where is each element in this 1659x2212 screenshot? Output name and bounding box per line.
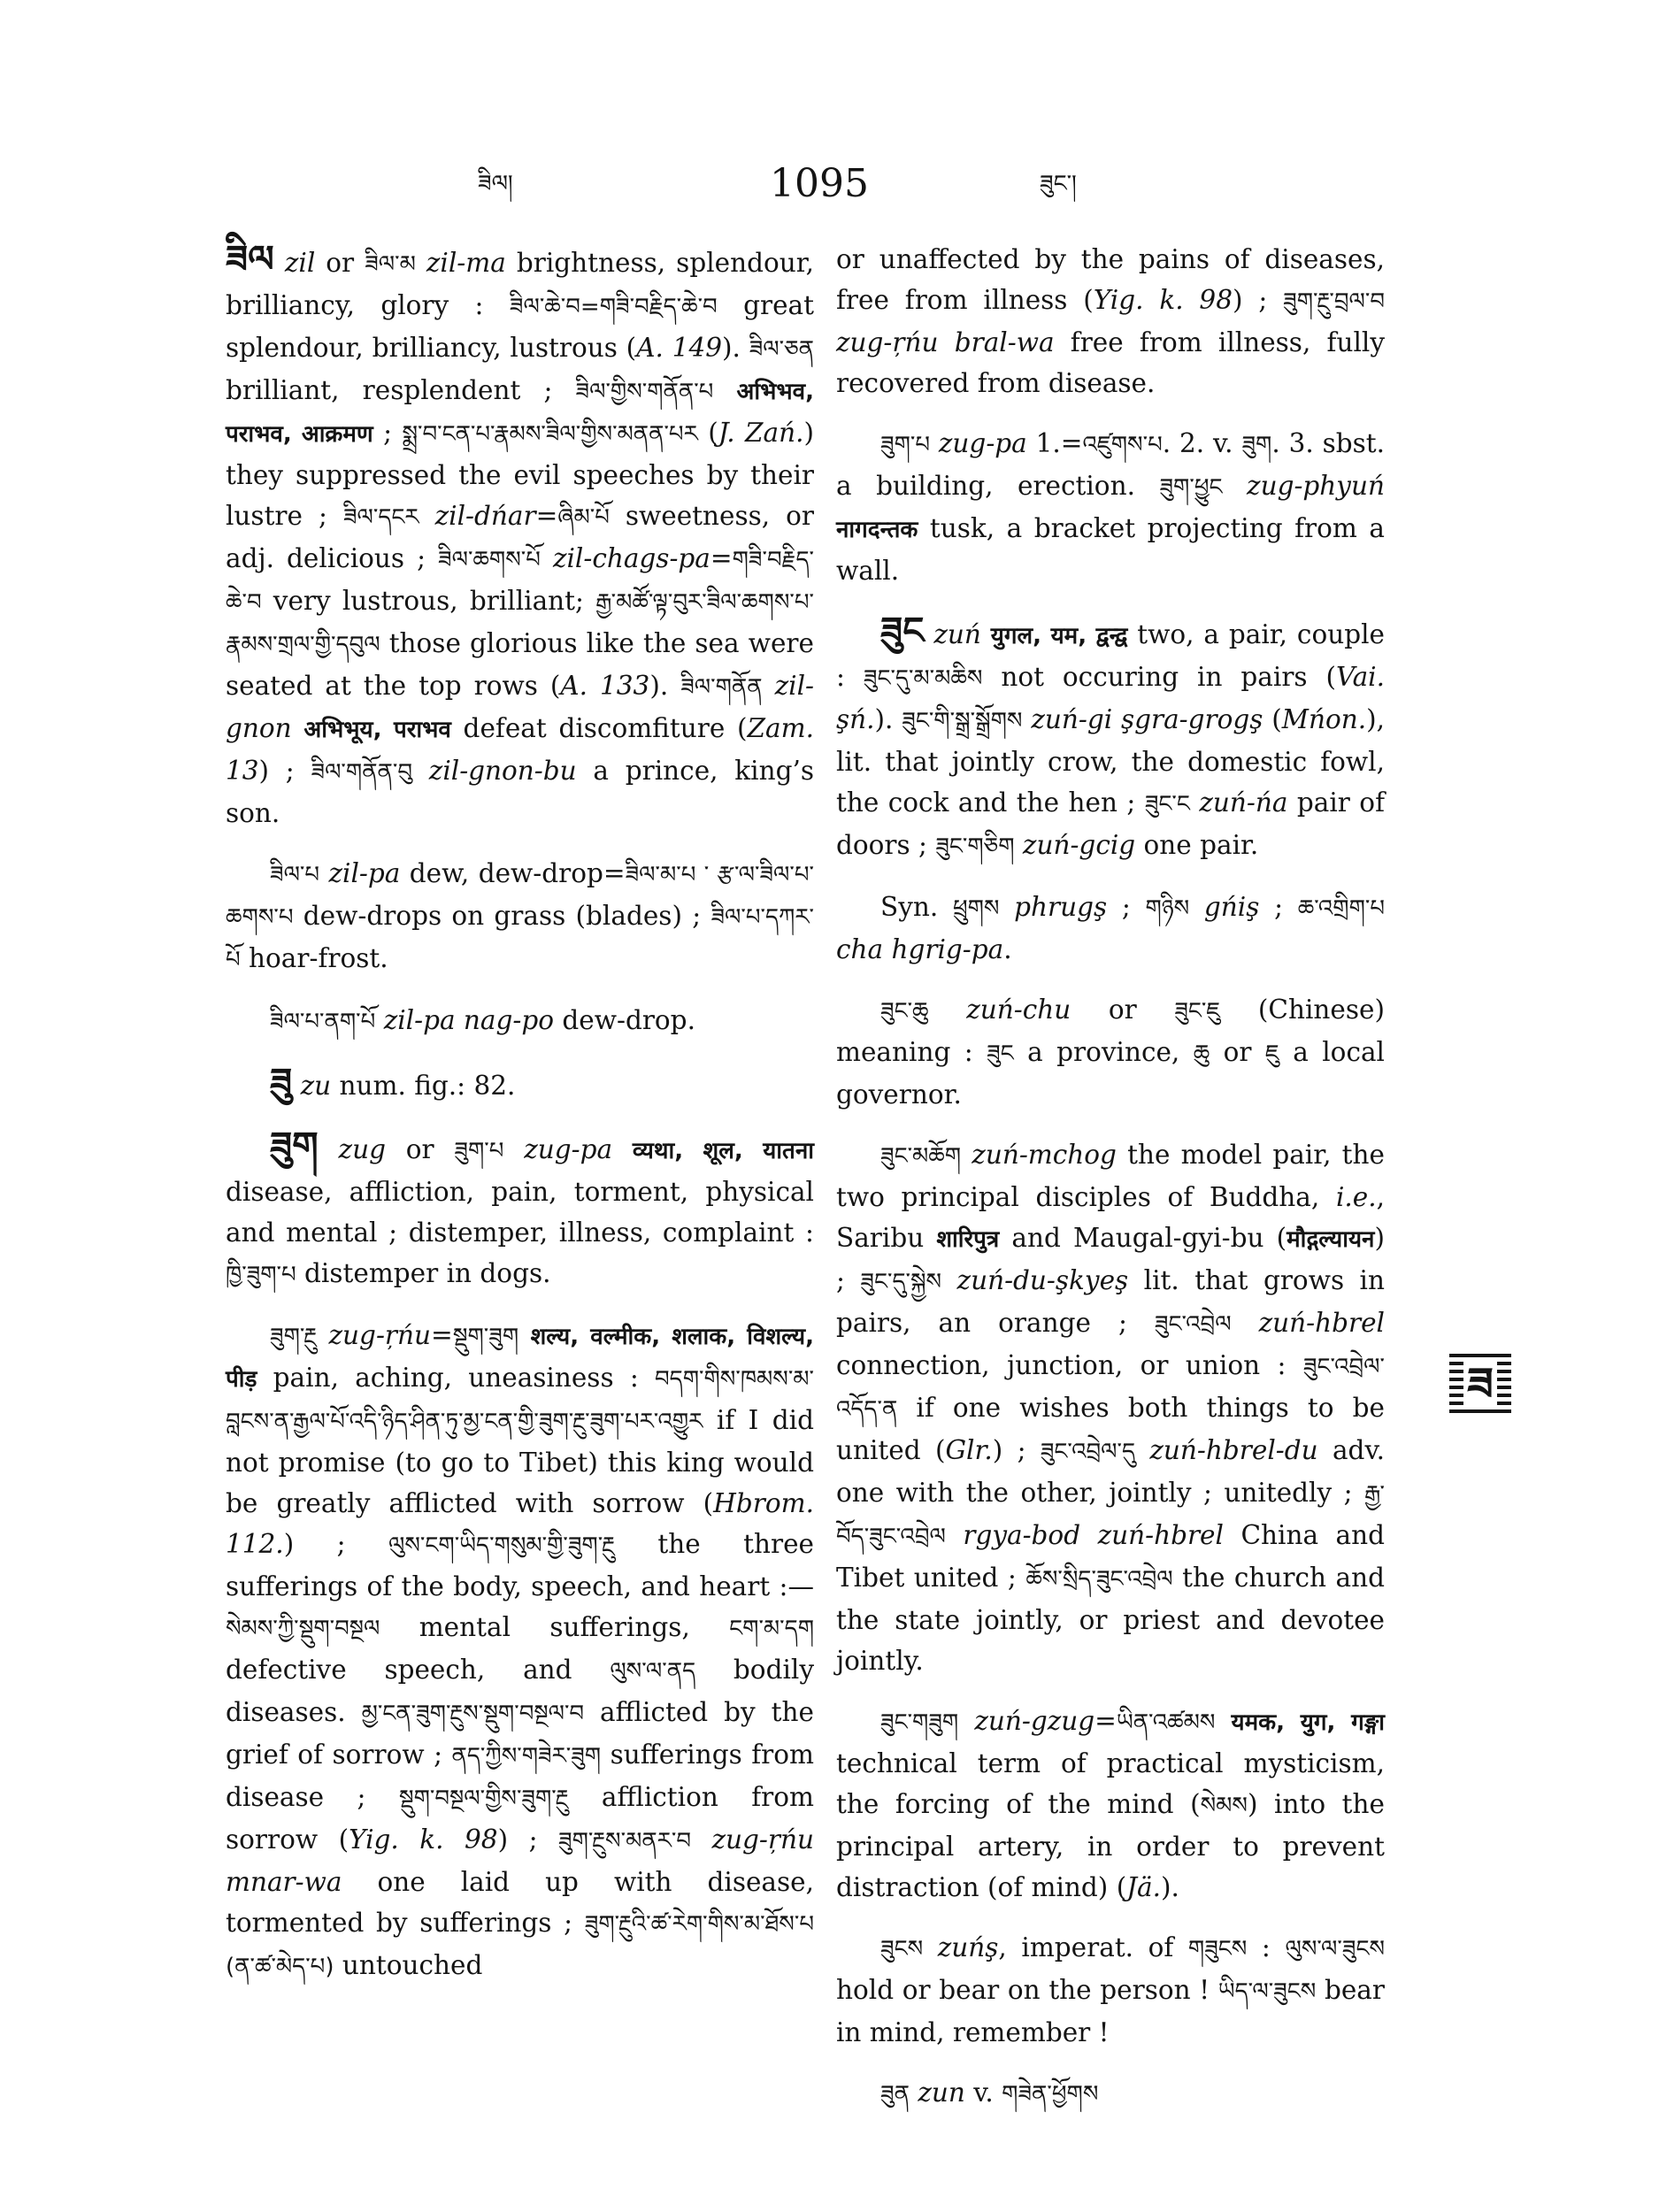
thumb-index-letter: ཟ [1463,1359,1497,1409]
entry-zung-chu: ཟུང་ཆུ zuń-chu or ཟུང་ཇུ (Chinese) meaning : ཟུང a province, ཆུ or ཇུ a local governor. [836,995,1385,1110]
headword: ཟུ [270,1060,293,1103]
page-number: 1095 [770,161,869,206]
entry-zug-rnu: ཟུག་རྔུ zug-ŗńu=སྡུག་ཟུག शल्य, वल्मीक, शलाक, विशल्य, पीड़ pain, aching, uneasiness : བདག་གིས་ཁམས་མ་བླངས་ན་རྒྱལ་པོ་འདི་ཉིད་ཤིན་ཏུ་མྱ་ངན་གྱི་ཟུག་རྔུ་ཟུག་པར་འགྱུར if I did not promise (to go to Tibet) this king would be greatly afflicted with sorrow (Hbrom. 112.) ; ལུས་ངག་ཡིད་གསུམ་གྱི་ཟུག་རྔུ the three sufferings of the body, speech, and heart :—སེམས་ཀྱི་སྡུག་བསྔལ mental sufferings, ངག་མ་དག defective speech, and ལུས་ལ་ནད bodily diseases. མྱ་ངན་ཟུག་རྔུས་སྡུག་བསྔལ་བ afflicted by the grief of sorrow ; ནད་ཀྱིས་གཟེར་ཟུག sufferings from disease ; སྡུག་བསྔལ་གྱིས་ཟུག་རྔུ affliction from sorrow (Yig. k. 98) ; ཟུག་རྔུས་མནར་བ zug-ŗńu mnar-wa one laid up with disease, tormented by sufferings ; ཟུག་རྔུའི་ཚ་རེག་གིས་མ་ཐོས་པ (ན་ཚ་མེད་པ) untouched [226,1320,815,1980]
entry-zungs: ཟུངས zuńş, imperat. of གཟུངས : ལུས་ལ་ཟུངས hold or bear on the person ! ཡིད་ལ་ཟུངས bear in mind, remember ! [836,1932,1385,2047]
entry-zug-pa: ཟུག་པ zug-pa 1.=འཛུགས་པ. 2. v. ཟུག. 3. sbst. a building, erection. ཟུག་ཕྱུང zug-phyuń नागदन्तक tusk, a bracket projecting from a wall. [836,428,1385,586]
left-column [226,239,814,2007]
running-head-right: ཟུང་། [1040,171,1077,197]
headword: ཟུང [880,609,925,652]
entry-zug: ཟུག zug or ཟུག་པ zug-pa व्यथा, शूल, यातना disease, affliction, pain, torment, physical and mental ; distemper, illness, complaint : ཁྱི་ཟུག་པ distemper in dogs. [226,1124,814,1288]
entry-zu: ཟུ zu num. fig.: 82. [270,1060,516,1103]
entry-synonyms: Syn. ཕྲུགས phrugş ; གཉིས gńiş ; ཆ་འགྲིག་པ cha hgrig-pa. [836,892,1385,964]
entry-zil-pa: ཟིལ་པ zil-pa dew, dew-drop=ཟིལ་མ་པ ་ རྩ་ལ་ཟིལ་པ་ཆགས་པ dew-drops on grass (blades) ; ཟིལ་པ་དཀར་པོ hoar-frost. [226,858,814,973]
entry-zug-rnu-continued: or unaffected by the pains of diseases, free from illness (Yig. k. 98) ; ཟུག་རྔུ་བྲལ་བ zug-ŗńu bral-wa free from illness, fully recovered from disease. [836,244,1386,398]
entry-zung-gzug: ཟུང་གཟུག zuń-gzug=ཡིན་འཚམས यमक, युग, गङ्गा technical term of practical mysticism, the forcing of the mind (སེམས) into the principal artery, in order to prevent distraction (of mind) (Jä.). [836,1706,1385,1902]
entry-zun: ཟུན zun v. གཟེན་ཕྱོགས [880,2078,1099,2108]
entry-zil-pa-nag-po: ཟིལ་པ་ནག་པོ zil-pa nag-po dew-drop. [270,1005,695,1035]
right-column [836,239,1385,2134]
running-head-left: ཟིལ། [478,171,513,197]
entry-zung-mchog: ཟུང་མཆོག zuń-mchog the model pair, the two principal disciples of Buddha, i.e., Saribu शारिपुत्र and Maugal-gyi-bu (मौद्गल्यायन) ; ཟུང་དུ་སྐྱེས zuń-du-şkyeş lit. that grows in pairs, an orange ; ཟུང་འབྲེལ zuń-hbrel connection, junction, or union : ཟུང་འབྲེལ་འདོད་ན if one wishes both things to be united (Glr.) ; ཟུང་འབྲེལ་དུ zuń-hbrel-du adv. one with the other, jointly ; unitedly ; རྒྱ་བོད་ཟུང་འབྲེལ rgya-bod zuń-hbrel China and Tibet united ; ཆོས་སྲིད་ཟུང་འབྲེལ the church and the state jointly, or priest and devotee jointly. [836,1140,1386,1676]
headword: ཟུག [270,1124,319,1167]
entry-zil: ཟིལ zil or ཟིལ་མ zil-ma brightness, splendour, brilliancy, glory : ཟིལ་ཆེ་བ=གཟི་བརྗིད་ཆེ་བ great splendour, brilliancy, lustrous (A. 149). ཟིལ་ཅན brilliant, resplendent ; ཟིལ་གྱིས་གནོན་པ अभिभव, पराभव, आक्रमण ; སྨྲ་བ་ངན་པ་རྣམས་ཟིལ་གྱིས་མནན་པར (J. Zań.) they suppressed the evil speeches by their lustre ; ཟིལ་དངར zil-dńar=ཞིམ་པོ sweetness, or adj. delicious ; ཟིལ་ཆགས་པོ zil-chags-pa=གཟི་བརྗིད་ཆེ་བ very lustrous, brilliant; རྒྱ་མཚོ་ལྟ་བུར་ཟིལ་ཆགས་པ་རྣམས་གྲལ་གྱི་དབུལ those glorious like the sea were seated at the top rows (A. 133). ཟིལ་གནོན zil-gnon अभिभूय, पराभव defeat discomfiture (Zam. 13) ; ཟིལ་གནོན་བུ zil-gnon-bu a prince, king’s son. [226,237,815,828]
thumb-index-tab [1449,1354,1511,1414]
entry-zung: ཟུང zuń युगल, यम, द्वन्द्व two, a pair, couple : ཟུང་དུ་མ་མཆིས not occuring in pairs (Vai. şń.). ཟུང་གི་སྒྲ་སྒྲོགས zuń-gi şgra-grogş (Mńon.), lit. that jointly crow, the domestic fowl, the cock and the hen ; ཟུང་ང zuń-ńa pair of doors ; ཟུང་གཅིག zuń-gcig one pair. [836,609,1386,860]
headword: ཟིལ [226,237,274,280]
